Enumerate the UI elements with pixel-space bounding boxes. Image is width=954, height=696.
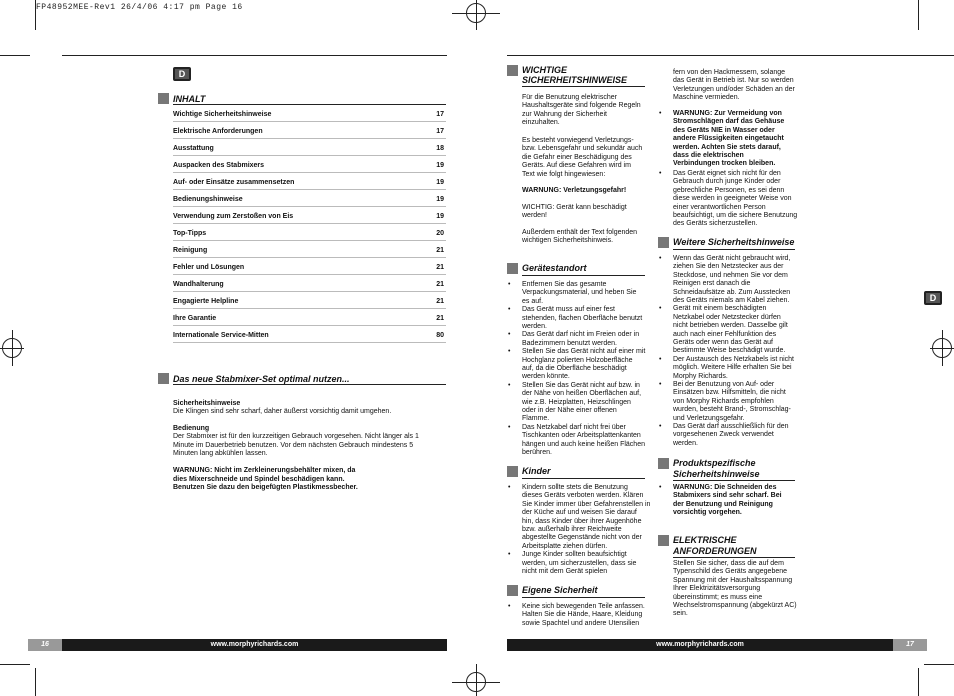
registration-mark xyxy=(476,664,477,696)
toc-page: 17 xyxy=(436,128,444,135)
section-rule xyxy=(673,557,795,558)
toc-row xyxy=(173,105,446,122)
bullet-text: Morphy Richards. xyxy=(673,372,728,380)
section-title: Weitere Sicherheitshinweise xyxy=(673,237,795,247)
crop-mark xyxy=(924,55,954,56)
bullet-text: Tischkanten oder Arbeitsplattenkanten xyxy=(522,432,641,440)
operation-heading: Bedienung xyxy=(173,425,210,432)
bullet-icon: • xyxy=(508,381,511,389)
body-text: Verletzungen und/oder Schäden an der xyxy=(673,85,795,93)
toc-page: 21 xyxy=(436,298,444,305)
section-title: Sicherheitshinweise xyxy=(673,468,760,479)
bullet-text: beaufsichtigt, um die sichere Benutzung xyxy=(673,212,798,219)
bullet-text: es auf. xyxy=(522,297,544,305)
toc-row xyxy=(173,207,446,224)
body-text: Stellen Sie sicher, dass die auf dem xyxy=(673,560,784,567)
bullet-text: Das Gerät darf ausschließlich für den xyxy=(673,423,789,430)
bullet-text: vorsichtig vorgehen. xyxy=(673,509,742,517)
bullet-icon: • xyxy=(659,255,662,262)
bullet-icon: • xyxy=(659,355,662,363)
important-label: werden! xyxy=(522,212,547,220)
toc-label: Bedienungshinweise xyxy=(173,196,243,203)
language-badge: D xyxy=(924,291,942,305)
crop-mark xyxy=(35,0,36,30)
safety-text: Die Klingen sind sehr scharf, daher äußerst vorsichtig damit umgehen. xyxy=(173,408,392,415)
bullet-text: WARNUNG: Die Schneiden des xyxy=(673,484,777,491)
toc-page: 20 xyxy=(436,230,444,237)
section-title: Kinder xyxy=(522,466,551,476)
toc-row xyxy=(173,122,446,139)
bullet-text: Entfernen Sie das gesamte xyxy=(522,281,607,288)
bullet-text: abgestellte Gegenstände nicht von der xyxy=(522,534,642,542)
bullet-text: werden. Achten Sie stets darauf, xyxy=(673,143,781,151)
body-text: Ihrer Elektrizitätsversorgung xyxy=(673,585,761,593)
bullet-text: werden. xyxy=(673,439,698,447)
body-text: Spannung mit der Haushaltsspannung xyxy=(673,576,793,584)
operation-text: Minuten lang abkühlen lassen. xyxy=(173,450,268,457)
warning-text: Benutzen Sie dazu den beigefügten Plastikmessbecher. xyxy=(173,484,358,491)
section-marker xyxy=(158,93,169,104)
toc-page: 80 xyxy=(436,332,444,339)
crop-mark xyxy=(35,668,36,696)
toc-label: Reinigung xyxy=(173,247,208,254)
bullet-text: Sie Kinder immer über Gefahrenstellen in xyxy=(522,500,651,508)
registration-mark xyxy=(942,330,943,366)
toc-label: Auspacken des Stabmixers xyxy=(173,162,265,169)
toc-page: 21 xyxy=(436,281,444,288)
body-text: übereinstimmt; es muss eine xyxy=(673,593,763,601)
section-rule xyxy=(522,597,645,598)
section-title: Eigene Sicherheit xyxy=(522,585,598,595)
section-marker xyxy=(658,535,669,546)
bullet-text: nicht mit dem Gerät spielen xyxy=(522,568,608,575)
bullet-text: möglich. Weitere Hilfe erhalten Sie bei xyxy=(673,364,792,372)
crop-mark xyxy=(0,55,30,56)
bullet-text: nicht betrieben werden. Dasselbe gilt xyxy=(673,322,788,330)
bullet-icon: • xyxy=(659,484,662,491)
toc-row xyxy=(173,139,446,156)
page-top-rule xyxy=(62,55,447,56)
bullet-text: andere Flüssigkeiten eingetaucht xyxy=(673,135,784,143)
section-title: Gerätestandort xyxy=(522,263,587,273)
toc-label: Verwendung zum Zerstoßen von Eis xyxy=(173,213,294,220)
toc-row xyxy=(173,241,446,258)
bullet-text: Wenn das Gerät nicht gebraucht wird, xyxy=(673,255,791,262)
bullet-text: gebrechliche Personen, es sei denn xyxy=(673,186,785,194)
intro-text: zur Wahrung der Sicherheit xyxy=(522,110,607,118)
page-top-rule xyxy=(507,55,927,56)
toc-row xyxy=(173,190,446,207)
toc-label: Ihre Garantie xyxy=(173,315,217,322)
section-rule xyxy=(173,384,446,385)
bullet-text: Das Gerät darf nicht im Freien oder in xyxy=(522,331,640,339)
warning-label: WARNUNG: Verletzungsgefahr! xyxy=(522,187,627,194)
important-label: WICHTIG: Gerät kann beschädigt xyxy=(522,204,627,211)
bullet-text: Keine sich bewegenden Teile anfassen. xyxy=(522,603,645,610)
bullet-text: Badezimmern benutzt werden. xyxy=(522,339,617,347)
bullet-text: der Benutzung und Reinigung xyxy=(673,500,773,508)
bullet-text: wie z.B. Heizplatten, Heizschlingen xyxy=(522,398,631,406)
bullet-text: dass die elektrischen xyxy=(673,152,744,159)
page-number: 16 xyxy=(28,639,62,651)
safety-heading: Sicherheitshinweise xyxy=(173,400,241,407)
toc-label: Top-Tipps xyxy=(173,230,207,237)
bullet-icon: • xyxy=(659,423,662,430)
bullet-text: Gerät mit einem beschädigten xyxy=(673,305,767,313)
toc-row xyxy=(173,258,446,275)
intro-text: Text wie folgt hingewiesen: xyxy=(522,170,606,178)
operation-text: Der Stabmixer ist für den kurzzeitigen Gebrauch vorgesehen. Nicht länger als 1 xyxy=(173,433,419,440)
toc-page: 19 xyxy=(436,213,444,220)
crop-mark xyxy=(924,664,954,665)
section-rule xyxy=(522,86,645,87)
bullet-text: Verpackungsmaterial, und heben Sie xyxy=(522,289,637,297)
bullet-text: Das Netzkabel darf nicht frei über xyxy=(522,423,626,431)
bullet-text: Geräts oder wenn das Gerät auf xyxy=(673,339,773,346)
bullet-text: werden. xyxy=(522,323,547,330)
toc-page: 21 xyxy=(436,264,444,271)
bullet-text: hängen und auch keine heißen Flächen xyxy=(522,440,645,448)
intro-text: Außerdem enthält der Text folgenden xyxy=(522,229,638,236)
toc-row xyxy=(173,173,446,190)
bullet-text: Kindern sollte stets die Benutzung xyxy=(522,484,628,491)
important-title: WICHTIGE xyxy=(522,65,567,75)
footer-url: www.morphyrichards.com xyxy=(62,639,447,651)
bullet-icon: • xyxy=(508,484,511,491)
toc-label: Internationale Service-Mitten xyxy=(173,332,269,339)
section-marker xyxy=(507,466,518,477)
bullet-icon: • xyxy=(508,331,511,339)
bullet-text: Das Gerät eignet sich nicht für den xyxy=(673,170,781,177)
toc-label: Wichtige Sicherheitshinweise xyxy=(173,111,272,118)
bullet-text: Halten Sie die Hände, Haare, Kleidung xyxy=(522,611,643,619)
bullet-text: einer verantwortlichen Person xyxy=(673,203,766,211)
bullet-text: von Morphy Richards empfohlen xyxy=(673,397,774,405)
language-badge: D xyxy=(173,67,191,81)
contents-title: INHALT xyxy=(173,94,206,104)
bullet-text: WARNUNG: Zur Vermeidung von xyxy=(673,110,782,117)
bullet-text: Der Austausch des Netzkabels ist nicht xyxy=(673,355,795,363)
bullet-text: Hochglanz polierten Holzoberfläche xyxy=(522,356,633,364)
bullet-text: bestimmte Weise beschädigt wurde. xyxy=(673,347,786,355)
bullet-text: Stellen Sie das Gerät nicht auf bzw. in xyxy=(522,381,640,389)
section-title: Produktspezifische xyxy=(673,458,756,468)
warning-text: dies Mixerschneide und Spindel beschädigen kann. xyxy=(173,476,345,483)
toc-page: 18 xyxy=(436,145,444,152)
bullet-text: des Geräts sicherzustellen. xyxy=(673,220,758,228)
bullet-text: Stromschlägen darf das Gehäuse xyxy=(673,118,785,126)
intro-text: Für die Benutzung elektrischer xyxy=(522,94,617,101)
bullet-text: vorgesehenen Zweck verwendet xyxy=(673,431,774,439)
bullet-icon: • xyxy=(508,603,511,610)
bullet-text: Arbeitsplatte ziehen dürfen. xyxy=(522,542,608,550)
intro-text: wichtigen Sicherheitshinweis. xyxy=(522,237,614,245)
bullet-icon: • xyxy=(659,110,662,117)
toc-label: Wandhalterung xyxy=(173,281,224,288)
toc-row xyxy=(173,309,446,326)
toc-label: Auf- oder Einsätze zusammensetzen xyxy=(173,179,295,186)
intro-text: bzw. Lebensgefahr und sekundär auch xyxy=(522,145,643,153)
bullet-text: ziehen Sie den Netzstecker aus der xyxy=(673,263,784,271)
bullet-text: Steckdose, und nehmen Sie vor dem xyxy=(673,271,788,279)
bullet-text: auch nach einer Fehlfunktion des xyxy=(673,330,777,338)
bullet-text: Einsätzen bzw. Hilfsmitteln, die nicht xyxy=(673,389,786,397)
toc-label: Ausstattung xyxy=(173,145,214,152)
toc-page: 21 xyxy=(436,247,444,254)
toc-page: 19 xyxy=(436,162,444,169)
crop-mark xyxy=(0,664,30,665)
section-rule xyxy=(522,478,645,479)
bullet-text: oder in der Nähe einer offenen xyxy=(522,407,617,414)
toc-row xyxy=(173,156,446,173)
bullet-text: berühren. xyxy=(522,449,552,456)
toc-row xyxy=(173,224,446,241)
toc-page: 21 xyxy=(436,315,444,322)
bullet-icon: • xyxy=(508,306,511,314)
bullet-text: Flamme. xyxy=(522,415,550,423)
bullet-icon: • xyxy=(508,281,511,288)
print-slug: FP48952MEE-Rev1 26/4/06 4:17 pm Page 16 xyxy=(36,3,243,12)
section-marker xyxy=(507,65,518,76)
registration-mark xyxy=(476,0,477,30)
toc-label: Engagierte Helpline xyxy=(173,298,239,305)
section-title: ELEKTRISCHE xyxy=(673,535,737,545)
toc-page: 19 xyxy=(436,196,444,203)
bullet-text: der Nähe von heißen Oberflächen auf, xyxy=(522,390,642,398)
bullet-text: auf, da die Oberfläche beschädigt xyxy=(522,365,627,372)
registration-mark xyxy=(12,330,13,366)
section-marker xyxy=(507,263,518,274)
toc-row xyxy=(173,292,446,309)
intro-text: einzuhalten. xyxy=(522,119,560,127)
section-rule xyxy=(522,275,645,276)
bullet-text: wurden, besteht Brand-, Stromschlag- xyxy=(673,406,791,414)
section-marker xyxy=(658,237,669,248)
bullet-text: werden könnte. xyxy=(522,373,570,381)
footer-url: www.morphyrichards.com xyxy=(507,639,893,651)
intro-text: Geräts. Auf diese Gefahren wird im xyxy=(522,162,631,170)
bullet-text: bzw. außerhalb ihrer Reichweite xyxy=(522,526,622,533)
body-text: Typenschild des Geräts angegebene xyxy=(673,568,788,576)
toc-label: Elektrische Anforderungen xyxy=(173,128,263,135)
bullet-text: diese werden in geeigneter Weise von xyxy=(673,195,792,203)
bullet-text: Stabmixers sind sehr scharf. Bei xyxy=(673,492,782,500)
body-text: sein. xyxy=(673,610,688,618)
section-rule xyxy=(673,249,795,250)
section-title: Das neue Stabmixer-Set optimal nutzen... xyxy=(173,374,350,384)
bullet-text: Gebrauch durch junge Kinder oder xyxy=(673,178,781,186)
section-marker xyxy=(158,373,169,384)
bullet-text: werden, um sicherzustellen, dass sie xyxy=(522,559,637,567)
bullet-text: und Verletzungsgefahr. xyxy=(673,414,745,422)
bullet-text: Das Gerät muss auf einer fest xyxy=(522,306,615,314)
bullet-text: Reinigen erst danach die xyxy=(673,280,751,288)
bullet-text: stehenden, flachen Oberfläche benutzt xyxy=(522,314,643,322)
warning-text: WARNUNG: Nicht im Zerkleinerungsbehälter mixen, da xyxy=(173,467,356,474)
section-rule xyxy=(673,480,795,481)
body-text: das Gerät in Betrieb ist. Nur so werden xyxy=(673,77,794,85)
body-text: fern von den Hackmessern, solange xyxy=(673,69,786,76)
bullet-icon: • xyxy=(659,170,662,177)
bullet-text: Schneidaufsätze ab. Zum Ausstecken xyxy=(673,288,791,296)
page-number: 17 xyxy=(893,639,927,651)
bullet-icon: • xyxy=(659,305,662,313)
crop-mark xyxy=(918,668,919,696)
bullet-icon: • xyxy=(508,423,511,431)
body-text: Maschine vermieden. xyxy=(673,94,740,102)
section-title: ANFORDERUNGEN xyxy=(673,545,757,556)
bullet-text: der Küche auf und weisen Sie darauf xyxy=(522,509,637,517)
section-marker xyxy=(658,458,669,469)
bullet-text: Netzkabel oder Netzstecker dürfen xyxy=(673,313,781,321)
crop-mark xyxy=(918,0,919,30)
bullet-text: des Geräts NIE in Wasser oder xyxy=(673,126,775,134)
bullet-text: dieses Geräts verboten werden. Klären xyxy=(522,492,644,500)
important-title: SICHERHEITSHINWEISE xyxy=(522,75,628,85)
intro-text: Haushaltsgeräte sind folgende Regeln xyxy=(522,102,641,110)
bullet-text: Junge Kinder sollten beaufsichtigt xyxy=(522,551,627,559)
intro-text: die Gefahr einer Beschädigung des xyxy=(522,153,632,161)
bullet-text: Bei der Benutzung von Auf- oder xyxy=(673,381,775,388)
bullet-icon: • xyxy=(659,381,662,388)
bullet-icon: • xyxy=(508,551,511,559)
toc-page: 17 xyxy=(436,111,444,118)
bullet-text: Stellen Sie das Gerät nicht auf einer mit xyxy=(522,348,646,356)
section-marker xyxy=(507,585,518,596)
toc-row xyxy=(173,275,446,292)
body-text: Wechselstromspannung (abgekürzt AC) xyxy=(673,602,797,609)
toc-page: 19 xyxy=(436,179,444,186)
bullet-text: sowie Spachtel und andere Utensilien xyxy=(522,619,640,627)
bullet-text: des Geräts niemals am Kabel ziehen. xyxy=(673,297,790,304)
toc-row xyxy=(173,326,446,343)
bullet-icon: • xyxy=(508,348,511,356)
bullet-text: Verbindungen trocken bleiben. xyxy=(673,160,776,168)
toc-label: Fehler und Lösungen xyxy=(173,264,245,271)
intro-text: Es besteht vorwiegend Verletzungs- xyxy=(522,137,634,144)
bullet-text: hin, dass Kinder über ihrer Augenhöhe xyxy=(522,517,642,525)
operation-text: Minute im Dauerbetrieb benutzen. Vor dem nächsten Gebrauch mindestens 5 xyxy=(173,442,414,449)
